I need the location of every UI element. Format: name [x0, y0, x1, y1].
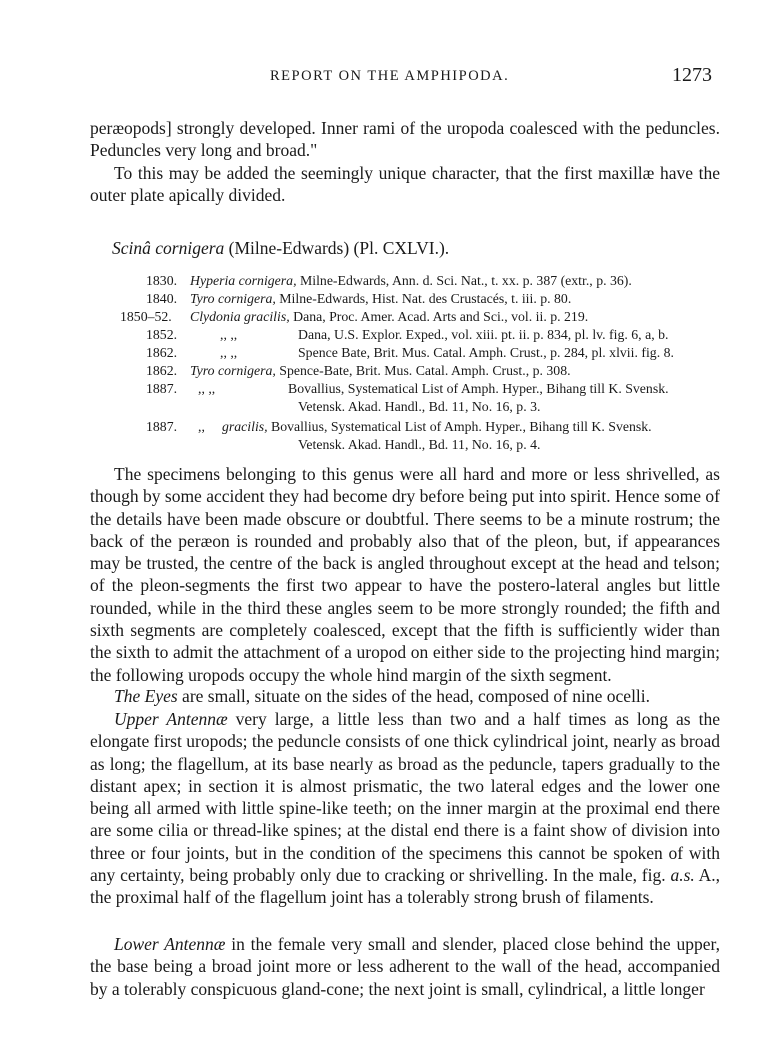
- upper-antennae-paragraph: [90, 708, 720, 909]
- figure-reference: a.s.: [670, 865, 695, 886]
- synonymy-year: 1852.: [146, 327, 178, 342]
- ditto-marks: ,,: [198, 419, 205, 434]
- upper-antennae-text: very large, a little less than two and a half times as long as the elongate first uropods; the peduncle consists of one thick cylindrical joint, nearly as broad as long; the flagellum, at its base nearly as broad as the peduncle, tapers gradually to the distant apex; in section it is almost prismatic, the two lateral edges and the lower one being all armed with little spine-like teeth; on the inner margin at the proximal end there are some cilia or thread-like spines; at the distal end there is a faint show of division into three or four joints, but in the condition of the specimens this cannot be spoken of with any certainty, being probably only due to cracking or shrivelling. In the male, fig.: [90, 709, 720, 886]
- taxon-name: gracilis,: [222, 419, 268, 434]
- reference: Dana, Proc. Amer. Acad. Arts and Sci., vol. ii. p. 219.: [289, 309, 589, 324]
- species-authority: (Milne-Edwards) (Pl. CXLVI.).: [224, 238, 450, 258]
- intro-paragraph-2: To this may be added the seemingly unique character, that the first maxillæ have the outer plate apically divided.: [90, 163, 720, 206]
- lower-antennae-label: Lower Antennæ: [114, 934, 226, 954]
- reference: Spence Bate, Brit. Mus. Catal. Amph. Crust., p. 284, pl. xlvii. fig. 8.: [298, 345, 674, 360]
- synonymy-year: 1830.: [146, 273, 178, 288]
- reference: Bovallius, Systematical List of Amph. Hyper., Bihang till K. Svensk.: [288, 381, 669, 396]
- synonymy-citation: [190, 362, 571, 379]
- synonymy-year: 1887.: [146, 419, 178, 434]
- reference: Milne-Edwards, Ann. d. Sci. Nat., t. xx. p. 387 (extr., p. 36).: [296, 273, 632, 288]
- running-header: [0, 64, 776, 92]
- intro-paragraph-1: peræopods] strongly developed. Inner rami of the uropoda coalesced with the peduncles. Peduncles very long and broad.": [90, 118, 720, 161]
- taxon-name: Tyro cornigera,: [190, 363, 276, 378]
- species-name: Scinâ cornigera: [112, 238, 225, 258]
- reference-continued: Vetensk. Akad. Handl., Bd. 11, No. 16, p. 3.: [298, 399, 541, 414]
- eyes-text: are small, situate on the sides of the head, composed of nine ocelli.: [177, 686, 651, 706]
- synonymy-year: 1887.: [146, 381, 178, 396]
- ditto-marks: ,, ,,: [198, 381, 216, 396]
- page-number: 1273: [672, 64, 712, 86]
- synonymy-citation: [190, 308, 588, 325]
- running-title: REPORT ON THE AMPHIPODA.: [270, 68, 510, 84]
- reference: Milne-Edwards, Hist. Nat. des Crustacés, t. iii. p. 80.: [275, 291, 572, 306]
- synonymy-year: 1862.: [146, 345, 178, 360]
- synonymy-year: 1840.: [146, 291, 178, 306]
- synonymy-list: [0, 272, 776, 452]
- reference: Bovallius, Systematical List of Amph. Hyper., Bihang till K. Svensk.: [267, 419, 652, 434]
- reference: Dana, U.S. Explor. Exped., vol. xiii. pt. ii. p. 834, pl. lv. fig. 6, a, b.: [298, 327, 669, 342]
- synonymy-year: 1862.: [146, 363, 178, 378]
- taxon-name: Hyperia cornigera,: [190, 273, 297, 288]
- taxon-name: Tyro cornigera,: [190, 291, 276, 306]
- eyes-label: The Eyes: [114, 686, 178, 706]
- synonymy-year: 1850–52.: [120, 309, 172, 324]
- taxon-name: Clydonia gracilis,: [190, 309, 290, 324]
- reference-continued: Vetensk. Akad. Handl., Bd. 11, No. 16, p. 4.: [298, 437, 541, 452]
- upper-antennae-text-end: A., the proximal half of the flagellum joint has a tolerably strong brush of filaments.: [90, 865, 720, 908]
- lower-antennae-paragraph: [90, 933, 720, 1000]
- reference: Spence-Bate, Brit. Mus. Catal. Amph. Crust., p. 308.: [275, 363, 571, 378]
- synonymy-citation: [222, 418, 652, 435]
- ditto-marks: ,, ,,: [220, 345, 238, 360]
- ditto-marks: ,, ,,: [220, 327, 238, 342]
- species-heading: [112, 238, 449, 259]
- synonymy-citation: [190, 290, 571, 307]
- upper-antennae-label: Upper Antennæ: [114, 709, 228, 729]
- description-paragraph: The specimens belonging to this genus were all hard and more or less shrivelled, as though by some accident they had become dry before being put into spirit. Hence some of the details have been made obscure or doubtful. There seems to be a minute rostrum; the back of the peræon is rounded and probably also that of the pleon, but, if appearances may be trusted, the centre of the back is angled throughout except at the head and telson; of the pleon-segments the first two appear to have the postero-lateral angles but little rounded, while in the third these angles seem to be more strongly rounded; the fifth and sixth segments are completely coalesced, except that the fifth is sufficiently wider than the sixth to admit the attachment of a uropod on either side to the projecting hind margin; the following uropods occupy the whole hind margin of the sixth segment.: [90, 464, 720, 685]
- synonymy-citation: [190, 272, 632, 289]
- lower-antennae-text: in the female very small and slender, placed close behind the upper, the base being a broad joint more or less adherent to the wall of the head, accompanied by a tolerably conspicuous gland-cone; the next joint is small, cylindrical, a little longer: [90, 934, 720, 999]
- eyes-paragraph: [90, 685, 720, 707]
